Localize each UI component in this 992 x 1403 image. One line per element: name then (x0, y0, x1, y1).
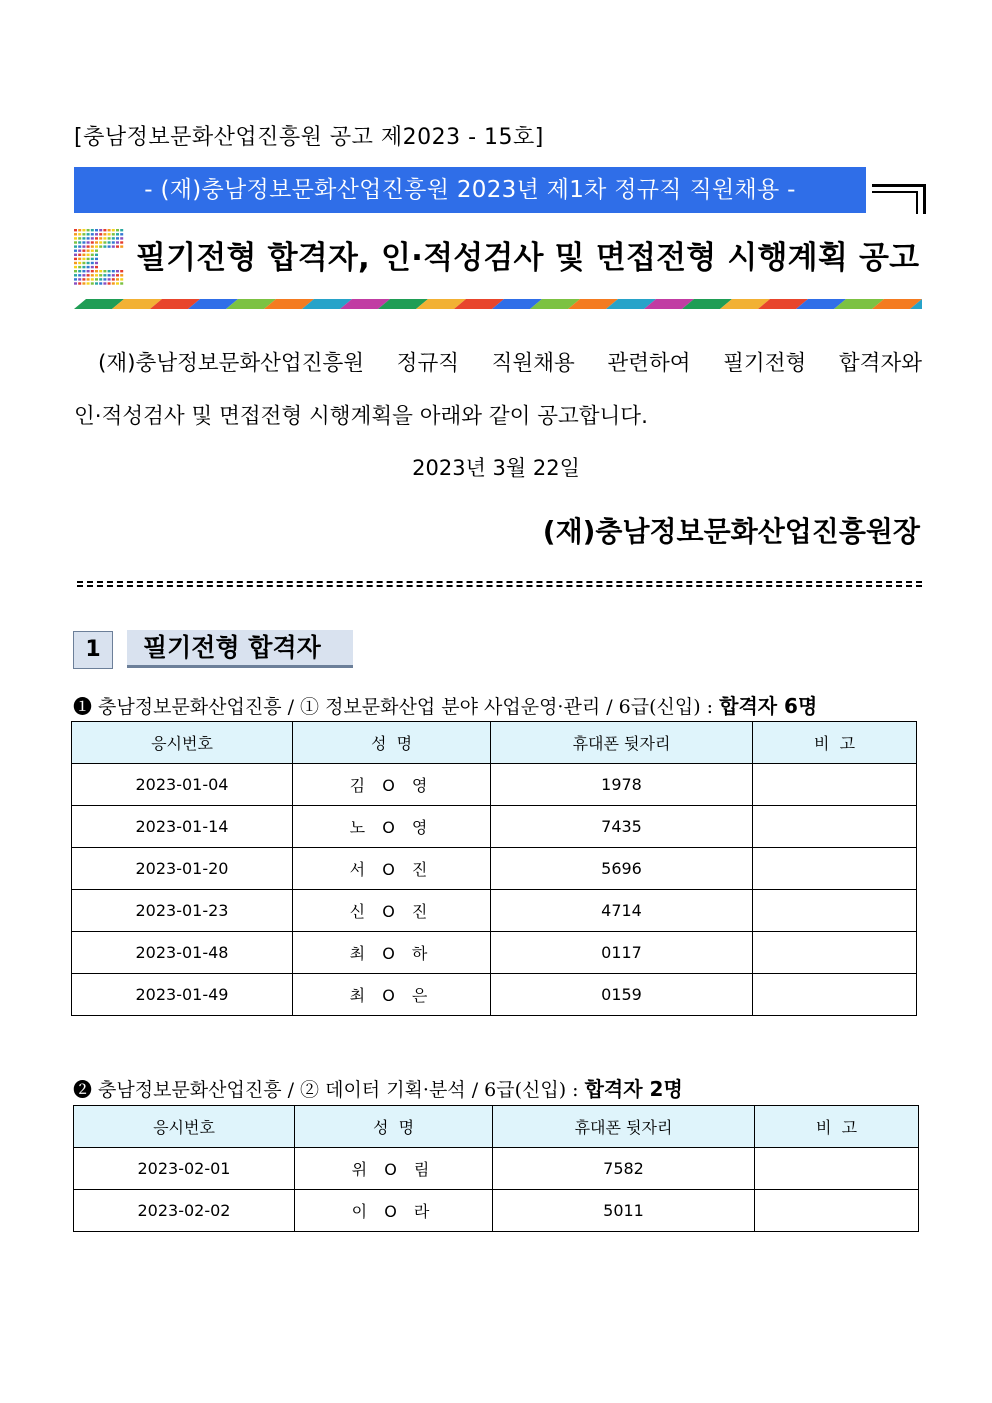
logo-dot (91, 262, 94, 264)
logo-dot (103, 245, 106, 247)
group-1-caption (73, 690, 817, 719)
logo-dot (95, 237, 98, 239)
logo-dot (120, 270, 123, 272)
logo-dot (91, 245, 94, 247)
recruitment-banner: - (재)충남정보문화산업진흥원 2023년 제1차 정규직 직원채용 - (74, 167, 866, 213)
logo-dot (103, 274, 106, 276)
logo-dot (91, 270, 94, 272)
logo-dot (74, 266, 77, 268)
cell-remarks (753, 806, 917, 848)
logo-dot (78, 278, 81, 280)
logo-dot (120, 229, 123, 231)
logo-dot (95, 262, 98, 264)
logo-dot (87, 266, 90, 268)
logo-dot (99, 278, 102, 280)
notice-number: [충남정보문화산업진흥원 공고 제2023 - 15호] (74, 125, 544, 150)
logo-dot (112, 229, 115, 231)
logo-dot (112, 282, 115, 284)
logo-dot (99, 229, 102, 231)
logo-dot (82, 282, 85, 284)
logo-dot (112, 278, 115, 280)
logo-dot (74, 278, 77, 280)
col-header-phone-digits: 휴대폰 뒷자리 (491, 722, 753, 764)
logo-dot (78, 245, 81, 247)
logo-dot (82, 241, 85, 243)
cell-remarks (753, 974, 917, 1016)
logo-dot (87, 274, 90, 276)
logo-dot (95, 278, 98, 280)
col-header-remarks: 비 고 (753, 722, 917, 764)
cell-name: 이 O 라 (295, 1190, 493, 1232)
logo-dot (82, 250, 85, 252)
logo-dot (95, 258, 98, 260)
logo-dot (108, 282, 111, 284)
logo-dot (91, 278, 94, 280)
logo-dot (99, 245, 102, 247)
logo-dot (74, 237, 77, 239)
logo-dot (78, 262, 81, 264)
banner-corner-decoration (872, 182, 928, 214)
logo-dot (78, 233, 81, 235)
logo-dot (91, 241, 94, 243)
logo-dot (120, 278, 123, 280)
intro-line-2: 인·적성검사 및 면접전형 시행계획을 아래와 같이 공고합니다. (74, 404, 648, 429)
logo-dot (78, 282, 81, 284)
intro-line-1: (재)충남정보문화산업진흥원 정규직 직원채용 관련하여 필기전형 합격자와 (98, 351, 922, 376)
logo-dot (91, 233, 94, 235)
cell-remarks (755, 1148, 919, 1190)
cell-exam-number: 2023-01-48 (72, 932, 293, 974)
title-dot-logo (74, 229, 126, 287)
logo-dot (82, 266, 85, 268)
table-row (72, 806, 917, 848)
logo-dot (82, 258, 85, 260)
logo-dot (87, 282, 90, 284)
logo-dot (116, 237, 119, 239)
logo-dot (91, 254, 94, 256)
cell-phone-digits: 0117 (491, 932, 753, 974)
cell-name: 노 O 영 (293, 806, 491, 848)
passers-table-1 (71, 721, 917, 1016)
logo-dot (120, 282, 123, 284)
col-header-name: 성 명 (293, 722, 491, 764)
table-row (72, 890, 917, 932)
logo-dot (112, 237, 115, 239)
logo-dot (82, 245, 85, 247)
logo-dot (108, 237, 111, 239)
logo-dot (74, 262, 77, 264)
col-header-phone-digits: 휴대폰 뒷자리 (493, 1106, 755, 1148)
cell-name: 최 O 은 (293, 974, 491, 1016)
group-2-count: 합격자 2명 (584, 1077, 683, 1101)
logo-dot (82, 262, 85, 264)
cell-phone-digits: 1978 (491, 764, 753, 806)
cell-exam-number: 2023-02-01 (74, 1148, 295, 1190)
cell-remarks (753, 764, 917, 806)
page-title: 필기전형 합격자, 인·적성검사 및 면접전형 시행계획 공고 (136, 240, 920, 276)
logo-dot (87, 262, 90, 264)
logo-dot (82, 278, 85, 280)
logo-dot (116, 278, 119, 280)
logo-dot (74, 233, 77, 235)
col-header-exam-number: 응시번호 (74, 1106, 295, 1148)
logo-dot (74, 270, 77, 272)
cell-exam-number: 2023-02-02 (74, 1190, 295, 1232)
table-row (74, 1148, 919, 1190)
logo-dot (95, 233, 98, 235)
cell-exam-number: 2023-01-49 (72, 974, 293, 1016)
logo-dot (99, 274, 102, 276)
group-2-caption (73, 1073, 683, 1102)
logo-dot (74, 282, 77, 284)
logo-dot (95, 229, 98, 231)
section-number: 1 (73, 631, 113, 669)
table-row (72, 764, 917, 806)
logo-dot (99, 233, 102, 235)
logo-dot (95, 274, 98, 276)
logo-dot (87, 254, 90, 256)
logo-dot (78, 274, 81, 276)
cell-name: 최 O 하 (293, 932, 491, 974)
logo-dot (87, 237, 90, 239)
logo-dot (116, 282, 119, 284)
logo-dot (82, 274, 85, 276)
logo-dot (74, 274, 77, 276)
logo-dot (120, 245, 123, 247)
logo-dot (78, 254, 81, 256)
logo-dot (87, 229, 90, 231)
logo-dot (99, 237, 102, 239)
cell-name: 김 O 영 (293, 764, 491, 806)
logo-dot (74, 245, 77, 247)
logo-dot (116, 233, 119, 235)
logo-dot (108, 270, 111, 272)
logo-dot (95, 266, 98, 268)
cell-exam-number: 2023-01-20 (72, 848, 293, 890)
logo-dot (74, 229, 77, 231)
cell-exam-number: 2023-01-04 (72, 764, 293, 806)
logo-dot (116, 274, 119, 276)
group-1-caption-text: ❶ 충남정보문화산업진흥 / ① 정보문화산업 분야 사업운영·관리 / 6급(신입) : (73, 696, 720, 718)
notice-date: 2023년 3월 22일 (412, 456, 580, 480)
logo-dot (120, 274, 123, 276)
table-row (72, 932, 917, 974)
cell-name: 서 O 진 (293, 848, 491, 890)
cell-phone-digits: 5011 (493, 1190, 755, 1232)
logo-dot (95, 254, 98, 256)
cell-phone-digits: 7582 (493, 1148, 755, 1190)
logo-dot (112, 274, 115, 276)
section-title: 필기전형 합격자 (127, 630, 353, 668)
logo-dot (78, 237, 81, 239)
logo-dot (82, 233, 85, 235)
logo-dot (116, 270, 119, 272)
cell-remarks (753, 848, 917, 890)
logo-dot (87, 241, 90, 243)
logo-dot (91, 266, 94, 268)
logo-dot (103, 229, 106, 231)
logo-dot (74, 258, 77, 260)
logo-dot (112, 270, 115, 272)
logo-dot (91, 258, 94, 260)
logo-dot (91, 229, 94, 231)
logo-dot (120, 241, 123, 243)
decorative-stripe (74, 299, 922, 309)
cell-exam-number: 2023-01-23 (72, 890, 293, 932)
logo-dot (87, 258, 90, 260)
cell-remarks (753, 890, 917, 932)
logo-dot (116, 229, 119, 231)
logo-dot (103, 237, 106, 239)
logo-dot (82, 270, 85, 272)
group-1-count: 합격자 6명 (719, 694, 818, 718)
cell-phone-digits: 4714 (491, 890, 753, 932)
logo-dot (108, 241, 111, 243)
logo-dot (116, 241, 119, 243)
logo-dot (74, 241, 77, 243)
cell-phone-digits: 5696 (491, 848, 753, 890)
logo-dot (78, 241, 81, 243)
logo-dot (99, 270, 102, 272)
logo-dot (74, 250, 77, 252)
cell-phone-digits: 7435 (491, 806, 753, 848)
col-header-exam-number: 응시번호 (72, 722, 293, 764)
cell-name: 신 O 진 (293, 890, 491, 932)
logo-dot (78, 266, 81, 268)
passers-table-2 (73, 1105, 919, 1232)
cell-phone-digits: 0159 (491, 974, 753, 1016)
logo-dot (112, 245, 115, 247)
logo-dot (78, 258, 81, 260)
col-header-remarks: 비 고 (755, 1106, 919, 1148)
logo-dot (103, 278, 106, 280)
table-row (72, 848, 917, 890)
logo-dot (103, 241, 106, 243)
logo-dot (82, 229, 85, 231)
logo-dot (120, 237, 123, 239)
logo-dot (99, 241, 102, 243)
logo-dot (108, 229, 111, 231)
logo-dot (82, 237, 85, 239)
logo-dot (87, 250, 90, 252)
logo-dot (108, 278, 111, 280)
logo-dot (112, 241, 115, 243)
logo-dot (78, 229, 81, 231)
logo-dot (99, 282, 102, 284)
logo-dot (95, 250, 98, 252)
group-2-caption-text: ❷ 충남정보문화산업진흥 / ② 데이터 기획·분석 / 6급(신입) : (73, 1079, 585, 1101)
table-header-row (72, 722, 917, 764)
cell-exam-number: 2023-01-14 (72, 806, 293, 848)
logo-dot (78, 270, 81, 272)
logo-dot (78, 250, 81, 252)
logo-dot (91, 237, 94, 239)
logo-dot (103, 233, 106, 235)
logo-dot (82, 254, 85, 256)
logo-dot (95, 282, 98, 284)
logo-dot (103, 282, 106, 284)
separator-line-2 (77, 585, 922, 587)
logo-dot (91, 274, 94, 276)
cell-remarks (755, 1190, 919, 1232)
col-header-name: 성 명 (295, 1106, 493, 1148)
logo-dot (112, 233, 115, 235)
table-row (74, 1190, 919, 1232)
logo-dot (95, 241, 98, 243)
logo-dot (95, 245, 98, 247)
table-row (72, 974, 917, 1016)
cell-name: 위 O 림 (295, 1148, 493, 1190)
separator-line (77, 581, 922, 583)
logo-dot (116, 245, 119, 247)
logo-dot (120, 233, 123, 235)
logo-dot (95, 270, 98, 272)
logo-dot (87, 233, 90, 235)
logo-dot (74, 254, 77, 256)
cell-remarks (753, 932, 917, 974)
logo-dot (108, 274, 111, 276)
logo-dot (87, 278, 90, 280)
logo-dot (103, 270, 106, 272)
logo-dot (87, 245, 90, 247)
table-header-row (74, 1106, 919, 1148)
logo-dot (108, 245, 111, 247)
logo-dot (87, 270, 90, 272)
intro-paragraph (74, 337, 922, 443)
logo-dot (91, 282, 94, 284)
logo-dot (91, 250, 94, 252)
logo-dot (108, 233, 111, 235)
signer: (재)충남정보문화산업진흥원장 (542, 515, 920, 548)
